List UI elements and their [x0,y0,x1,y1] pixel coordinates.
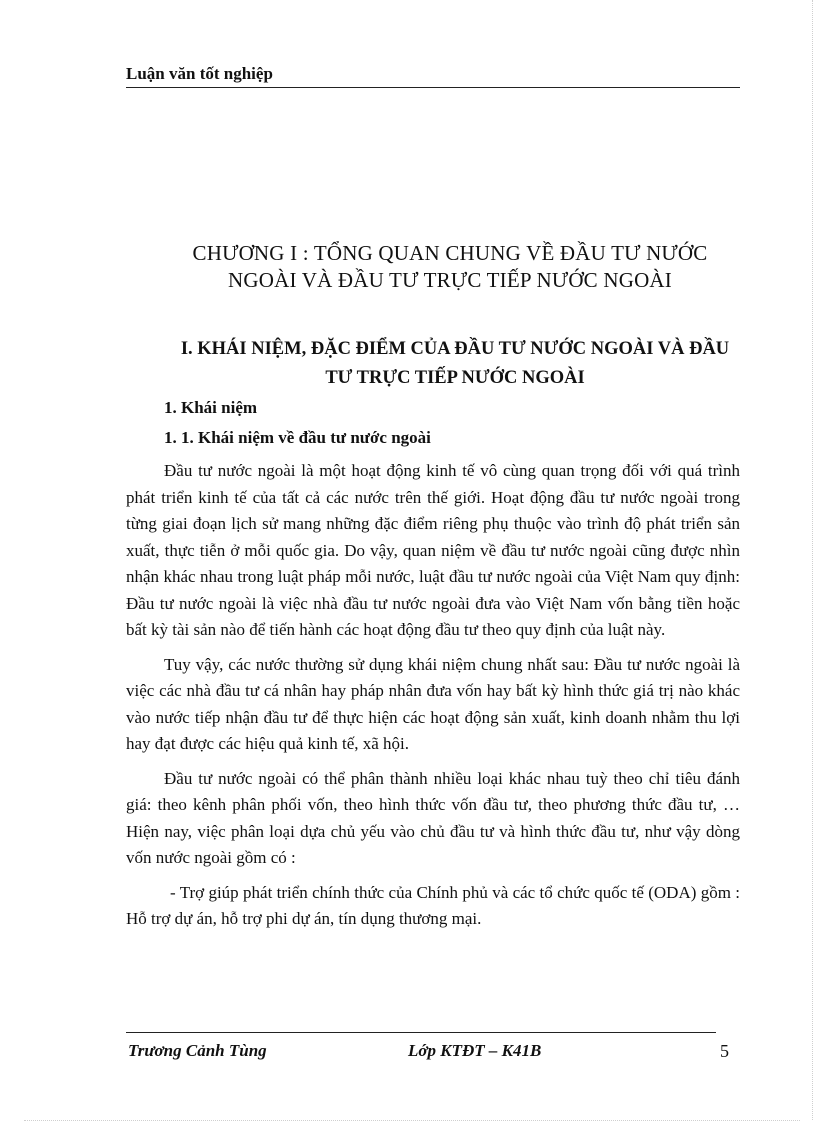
footer-author: Trương Cảnh Tùng [128,1041,267,1060]
paragraph-2: Tuy vậy, các nước thường sử dụng khái niệm chung nhất sau: Đầu tư nước ngoài là việc các nhà đầu tư cá nhân hay pháp nhân đưa vốn hay bất kỳ hình thức giá trị nào khác vào nước tiếp nhận đầu tư để thực hiện các hoạt động sản xuất, kinh doanh nhằm thu lợi hay đạt được các hiệu quả kinh tế, xã hội. [126,654,740,753]
footer-divider [126,1032,716,1033]
subheading-concept: 1. Khái niệm [164,398,258,417]
paragraph-3: Đầu tư nước ngoài có thể phân thành nhiều loại khác nhau tuỳ theo chỉ tiêu đánh giá: theo kênh phân phối vốn, theo hình thức vốn đầu tư, theo phương thức đầu tư, …Hiện nay, việc phân loại dựa chủ yếu vào chủ đầu tư và hình thức đầu tư, như vậy dòng vốn nước ngoài gồm có : [126,768,740,867]
header-title: Luận văn tốt nghiệp [126,64,273,83]
section-heading-line-1: I. KHÁI NIỆM, ĐẶC ĐIỂM CỦA ĐẦU TƯ NƯỚC NGOÀI VÀ ĐẦU [180,339,730,359]
paragraph-1: Đầu tư nước ngoài là một hoạt động kinh tế vô cùng quan trọng đối với quá trình phát triển kinh tế của tất cả các nước trên thế giới. Hoạt động đầu tư nước ngoài trong từng giai đoạn lịch sử mang những đặc điểm riêng phụ thuộc vào trình độ phát triển sản xuất, thực tiễn ở mỗi quốc gia. Do vậy, quan niệm về đầu tư nước ngoài cũng được nhìn nhận khác nhau trong luật pháp mỗi nước, luật đầu tư nước ngoài của Việt Nam quy định: Đầu tư nước ngoài là việc nhà đầu tư nước ngoài đưa vào Việt Nam vốn bằng tiền hoặc bất kỳ tài sản nào để tiến hành các hoạt động đầu tư theo quy định của luật này. [126,461,740,639]
page-header [126,64,740,88]
page-number: 5 [720,1041,729,1061]
body-text [126,458,740,941]
page-edge-right [812,0,813,1120]
paragraph-4-bullet: - Trợ giúp phát triển chính thức của Chính phủ và các tổ chức quốc tế (ODA) gồm : Hỗ trợ dự án, hỗ trợ phi dự án, tín dụng thương mại. [126,882,740,928]
page-edge-bottom [24,1120,800,1121]
chapter-title [150,240,750,294]
section-heading [160,335,750,393]
section-heading-line-2: TƯ TRỰC TIẾP NƯỚC NGOÀI [325,368,585,388]
chapter-title-line-2: NGOÀI VÀ ĐẦU TƯ TRỰC TIẾP NƯỚC NGOÀI [227,268,672,292]
footer-class: Lớp KTĐT – K41B [408,1041,542,1060]
chapter-title-line-1: CHƯƠNG I : TỔNG QUAN CHUNG VỀ ĐẦU TƯ NƯỚC [192,241,708,265]
subheading-fdi-concept: 1. 1. Khái niệm về đầu tư nước ngoài [164,428,431,447]
